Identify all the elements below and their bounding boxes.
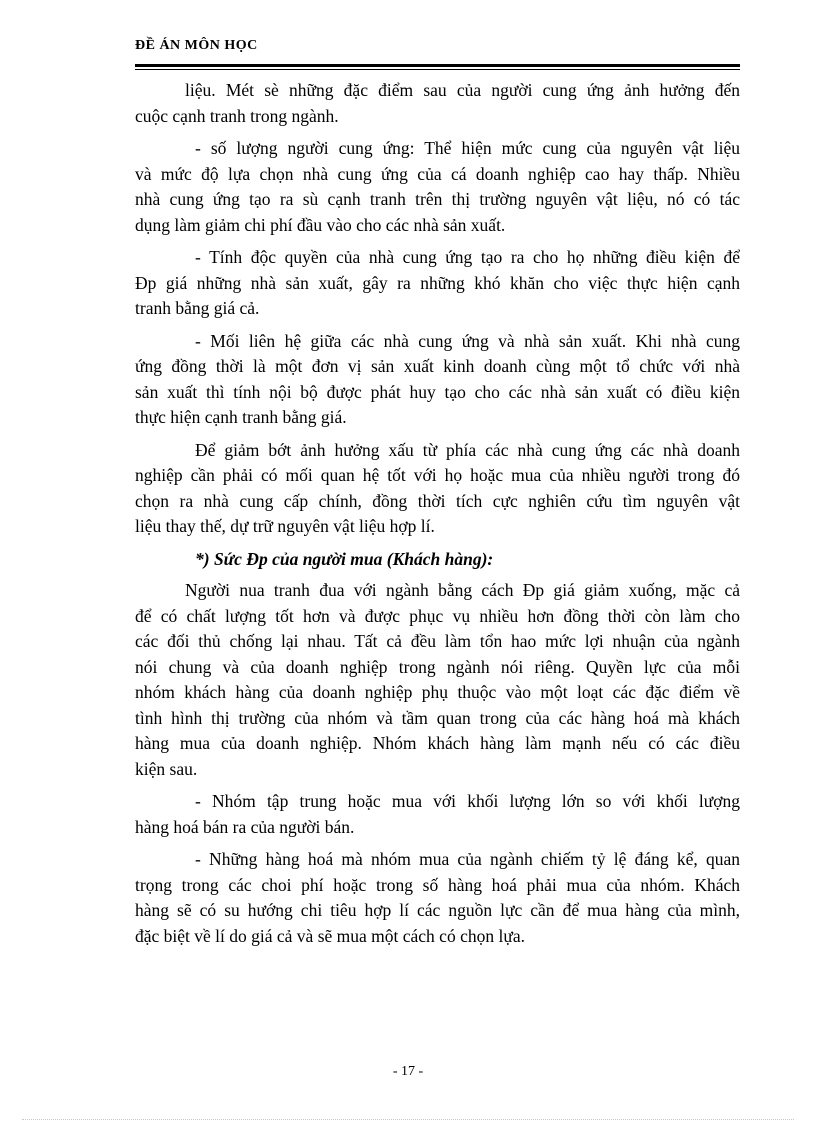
page-bottom-dotted-border — [22, 1119, 794, 1120]
text-line: ứng đồng thời là một đơn vị sản xuất kinh doanh cùng một tổ chức với nhà — [135, 356, 740, 376]
paragraph-8 — [135, 847, 740, 949]
paragraph-5 — [135, 438, 740, 540]
text-line: liệu. Mét sè những đặc điểm sau của người cung ứng ảnh hưởng đến — [185, 80, 740, 100]
text-line: cuộc cạnh tranh trong ngành. — [135, 105, 339, 126]
text-line: trọng trong các choi phí hoặc trong số hàng hoá phải mua của nhóm. Khách — [135, 874, 740, 895]
text-line: thực hiện cạnh tranh bằng giá. — [135, 407, 347, 427]
text-line: - Mối liên hệ giữa các nhà cung ứng và nhà sản xuất. Khi nhà cung — [195, 330, 740, 351]
text-line: tình hình thị trường của nhóm và tầm quan trong của các hàng hoá mà khách — [135, 707, 740, 728]
text-line: Người nua tranh đua với ngành bằng cách Đp giá giảm xuống, mặc cả — [185, 580, 740, 600]
paragraph-4 — [135, 329, 740, 431]
header-rule-thick — [135, 64, 740, 67]
text-line: hàng mua của doanh nghiệp. Nhóm khách hàng làm mạnh nếu có các điều — [135, 733, 740, 753]
text-line: nhà cung ứng tạo ra sù cạnh tranh trên thị trường nguyên vật liệu, nó có tác — [135, 189, 740, 209]
text-line: nghiệp cần phải có mối quan hệ tốt với họ hoặc mua của nhiều người trong đó — [135, 465, 740, 485]
text-line: Để giảm bớt ảnh hưởng xấu từ phía các nhà cung ứng các nhà doanh — [195, 439, 740, 460]
text-line: liệu thay thế, dự trữ nguyên vật liệu hợp lí. — [135, 516, 435, 536]
section-subheading: *) Sức Đp của người mua (Khách hàng): — [195, 548, 494, 569]
text-line: hàng hoá bán ra của người bán. — [135, 816, 355, 837]
text-line: chọn ra nhà cung cấp chính, đồng thời tích cực nghiên cứu tìm nguyên vật — [135, 490, 740, 511]
header-rule-thin — [135, 69, 740, 70]
text-line: để có chất lượng tốt hơn và được phục vụ nhiều hơn đồng thời còn làm cho — [135, 605, 740, 626]
text-line: tranh bằng giá cả. — [135, 298, 260, 318]
paragraph-1 — [135, 78, 740, 129]
text-line: kiện sau. — [135, 758, 198, 779]
text-line: các đối thủ chống lại nhau. Tất cả đều làm tổn hao mức lợi nhuận của ngành — [135, 631, 740, 651]
text-line: - Nhóm tập trung hoặc mua với khối lượng lớn so với khối lượng — [195, 791, 740, 811]
text-line: - Những hàng hoá mà nhóm mua của ngành chiếm tỷ lệ đáng kể, quan — [195, 849, 740, 869]
paragraph-2 — [135, 136, 740, 238]
paragraph-6 — [135, 578, 740, 782]
page-number: - 17 - — [392, 1064, 424, 1079]
text-line: Đp giá những nhà sản xuất, gây ra những khó khăn cho việc thực hiện cạnh — [135, 272, 740, 293]
paragraph-3 — [135, 245, 740, 322]
text-line: nói chung và của doanh nghiệp trong ngành nói riêng. Quyền lực của mỗi — [135, 656, 740, 677]
text-line: hàng sẽ có su hướng chi tiêu hợp lí các nguồn lực cần để mua hàng của mình, — [135, 900, 740, 920]
running-header-title: ĐỀ ÁN MÔN HỌC — [135, 38, 258, 53]
text-line: và mức độ lựa chọn nhà cung ứng của cá doanh nghiệp cao hay thấp. Nhiều — [135, 163, 740, 184]
paragraph-7 — [135, 789, 740, 840]
page-body — [135, 78, 740, 956]
text-line: nhóm khách hàng của doanh nghiệp phụ thuộc vào một loạt các đặc điểm về — [135, 682, 740, 702]
text-line: - số lượng người cung ứng: Thể hiện mức cung của nguyên vật liệu — [195, 138, 740, 158]
text-line: dụng làm giảm chi phí đầu vào cho các nhà sản xuất. — [135, 214, 506, 235]
text-line: sản xuất thì tính nội bộ được phát huy tạo cho các nhà sản xuất có điều kiện — [135, 381, 740, 402]
text-line: đặc biệt về lí do giá cả và sẽ mua một cách có chọn lựa. — [135, 925, 525, 946]
text-line: - Tính độc quyền của nhà cung ứng tạo ra cho họ những điều kiện để — [195, 247, 740, 267]
